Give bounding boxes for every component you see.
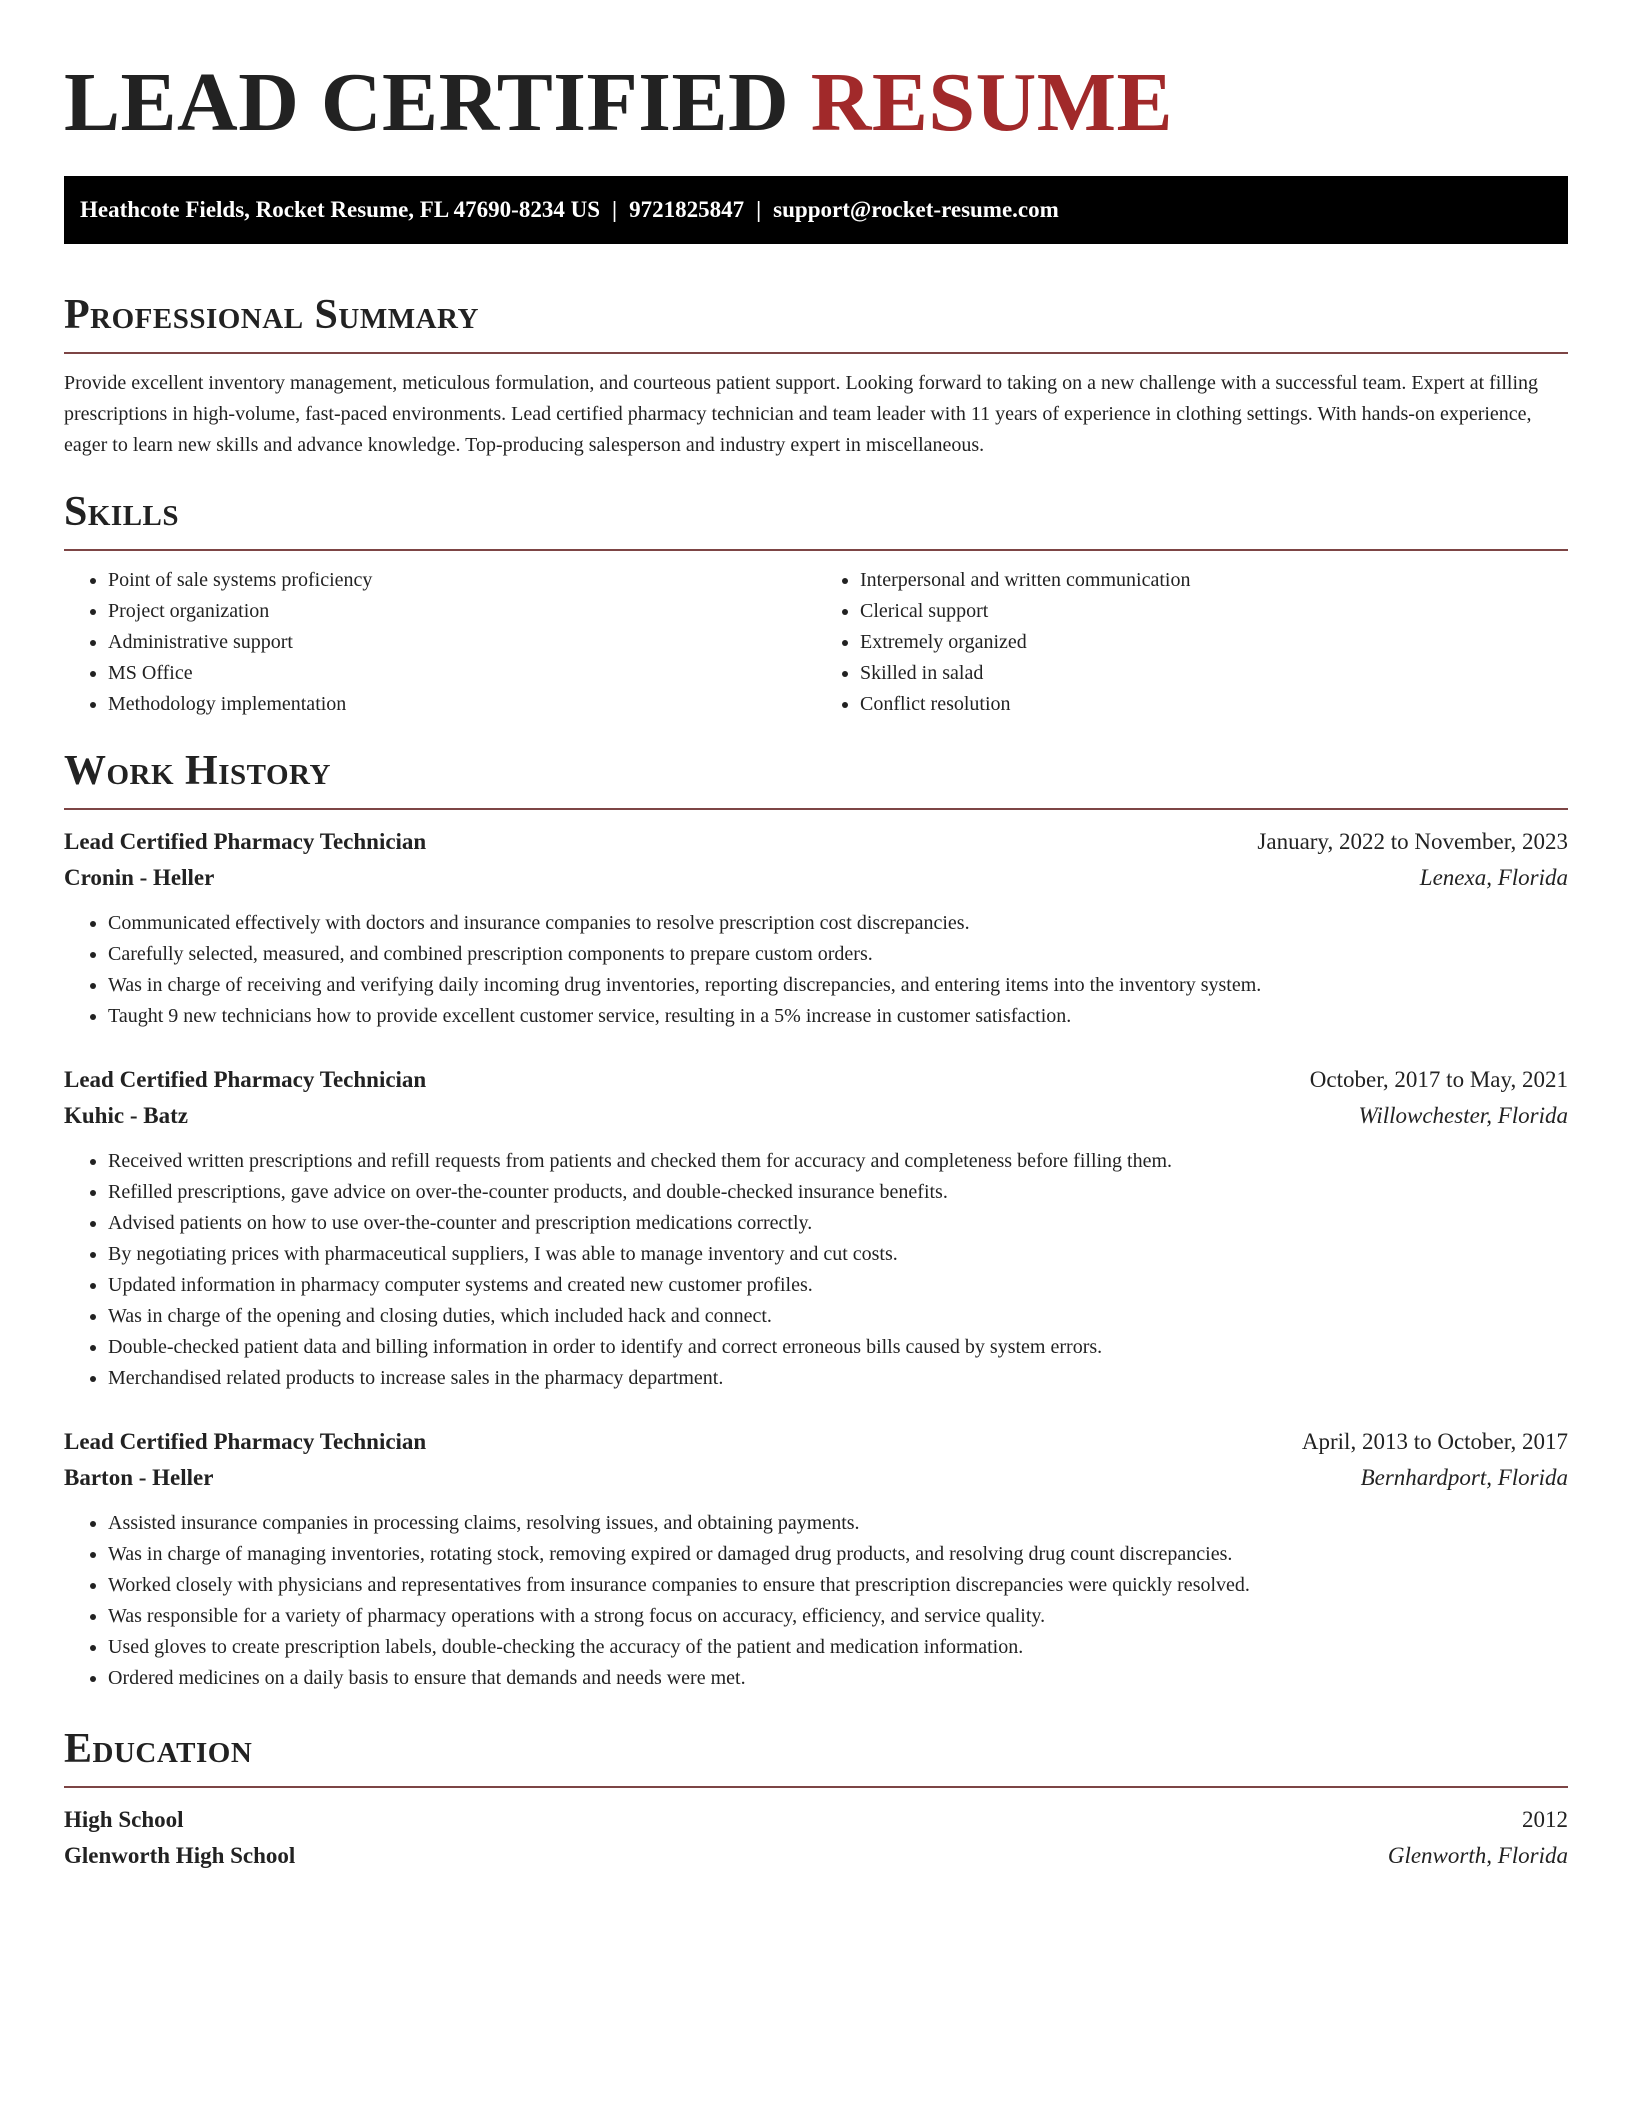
job-company-row: [64, 1460, 1568, 1496]
skill-item: • Extremely organized: [860, 627, 1568, 658]
job-bullet: • Was responsible for a variety of pharmacy operations with a strong focus on accuracy, efficiency, and service quality.: [108, 1601, 1568, 1632]
skills-section: [64, 487, 1568, 720]
job-bullet: • Received written prescriptions and refill requests from patients and checked them for accuracy and completeness before filling them.: [108, 1146, 1568, 1177]
job-company: Kuhic - Batz: [64, 1103, 188, 1128]
job-dates: October, 2017 to May, 2021: [1309, 1067, 1568, 1092]
job-title-row: [64, 1062, 1568, 1098]
job-title: Lead Certified Pharmacy Technician: [64, 1429, 427, 1454]
job-bullet: • Was in charge of receiving and verifying daily incoming drug inventories, reporting discrepancies, and entering items into the inventory system.: [108, 970, 1568, 1001]
job-title: Lead Certified Pharmacy Technician: [64, 1067, 427, 1092]
job-bullet: • Advised patients on how to use over-the-counter and prescription medications correctly.: [108, 1208, 1568, 1239]
education-school: Glenworth High School: [64, 1843, 296, 1868]
job-entry: [64, 1424, 1568, 1694]
title-accent: RESUME: [810, 56, 1174, 149]
section-divider: [64, 549, 1568, 551]
job-bullet: • Assisted insurance companies in processing claims, resolving issues, and obtaining payments.: [108, 1508, 1568, 1539]
skill-item: • Methodology implementation: [108, 689, 816, 720]
skill-item: • Skilled in salad: [860, 658, 1568, 689]
work-history-section: [64, 746, 1568, 1694]
job-bullet: • Updated information in pharmacy computer systems and created new customer profiles.: [108, 1270, 1568, 1301]
job-dates: April, 2013 to October, 2017: [1301, 1429, 1568, 1454]
job-title-row: [64, 1424, 1568, 1460]
job-location: Willowchester, Florida: [1358, 1103, 1568, 1128]
education-section: [64, 1724, 1568, 1874]
skills-list-right: [816, 565, 1568, 720]
education-year: 2012: [1522, 1807, 1568, 1832]
contact-separator: |: [612, 197, 618, 222]
job-company-row: [64, 1098, 1568, 1134]
contact-phone[interactable]: 9721825847: [629, 197, 745, 222]
job-bullet: • Ordered medicines on a daily basis to ensure that demands and needs were met.: [108, 1663, 1568, 1694]
job-bullet: • Taught 9 new technicians how to provide excellent customer service, resulting in a 5% increase in customer satisfaction.: [108, 1001, 1568, 1032]
job-bullet: • Carefully selected, measured, and combined prescription components to prepare custom orders.: [108, 939, 1568, 970]
job-location: Lenexa, Florida: [1419, 865, 1568, 890]
job-entry: [64, 824, 1568, 1032]
section-divider: [64, 808, 1568, 810]
job-bullet: • Used gloves to create prescription labels, double-checking the accuracy of the patient and medication information.: [108, 1632, 1568, 1663]
skill-item: • Administrative support: [108, 627, 816, 658]
skill-item: • Interpersonal and written communication: [860, 565, 1568, 596]
job-bullet: • Communicated effectively with doctors and insurance companies to resolve prescription cost discrepancies.: [108, 908, 1568, 939]
skills-heading: Skills: [64, 489, 180, 535]
resume-title: [64, 58, 1568, 148]
skills-list-left: [64, 565, 816, 720]
contact-address: Heathcote Fields, Rocket Resume, FL 47690-8234 US: [80, 197, 600, 222]
skill-item: • Clerical support: [860, 596, 1568, 627]
section-divider: [64, 352, 1568, 354]
job-company: Cronin - Heller: [64, 865, 215, 890]
job-bullets: [64, 908, 1568, 1032]
job-bullet: • Merchandised related products to increase sales in the pharmacy department.: [108, 1363, 1568, 1394]
job-bullet: • Double-checked patient data and billing information in order to identify and correct erroneous bills caused by system errors.: [108, 1332, 1568, 1363]
job-location: Bernhardport, Florida: [1360, 1465, 1568, 1490]
job-bullets: [64, 1146, 1568, 1394]
education-degree-row: [64, 1802, 1568, 1838]
job-entry: [64, 1062, 1568, 1394]
summary-section: [64, 290, 1568, 461]
job-bullet: • Refilled prescriptions, gave advice on over-the-counter products, and double-checked insurance benefits.: [108, 1177, 1568, 1208]
education-heading: Education: [64, 1726, 253, 1772]
job-company: Barton - Heller: [64, 1465, 214, 1490]
section-divider: [64, 1786, 1568, 1788]
work-history-heading: Work History: [64, 748, 331, 794]
job-dates: January, 2022 to November, 2023: [1257, 829, 1568, 854]
skill-item: • Conflict resolution: [860, 689, 1568, 720]
contact-separator: |: [756, 197, 762, 222]
job-bullets: [64, 1508, 1568, 1694]
contact-bar: [64, 176, 1568, 244]
job-bullet: • By negotiating prices with pharmaceutical suppliers, I was able to manage inventory and cut costs.: [108, 1239, 1568, 1270]
education-school-row: [64, 1838, 1568, 1874]
skill-item: • Point of sale systems proficiency: [108, 565, 816, 596]
education-location: Glenworth, Florida: [1387, 1843, 1568, 1868]
job-bullet: • Was in charge of the opening and closing duties, which included hack and connect.: [108, 1301, 1568, 1332]
education-degree: High School: [64, 1807, 184, 1832]
skills-columns: [64, 565, 1568, 720]
skill-item: • Project organization: [108, 596, 816, 627]
contact-email[interactable]: support@rocket-resume.com: [773, 197, 1059, 222]
skill-item: • MS Office: [108, 658, 816, 689]
summary-text: Provide excellent inventory management, meticulous formulation, and courteous patient support. Looking forward to taking on a new challenge with a successful team. Expert at filling prescriptions in high-volume, fast-paced environments. Lead certified pharmacy technician and team leader with 11 years of experience in clothing settings. With hands-on experience, eager to learn new skills and advance knowledge. Top-producing salesperson and industry expert in miscellaneous.: [64, 372, 1539, 456]
job-title: Lead Certified Pharmacy Technician: [64, 829, 427, 854]
job-bullet: • Was in charge of managing inventories, rotating stock, removing expired or damaged drug products, and resolving drug count discrepancies.: [108, 1539, 1568, 1570]
job-title-row: [64, 824, 1568, 860]
summary-heading: Professional Summary: [64, 292, 479, 338]
job-company-row: [64, 860, 1568, 896]
title-main: LEAD CERTIFIED: [64, 56, 790, 149]
job-bullet: • Worked closely with physicians and representatives from insurance companies to ensure that prescription discrepancies were quickly resolved.: [108, 1570, 1568, 1601]
